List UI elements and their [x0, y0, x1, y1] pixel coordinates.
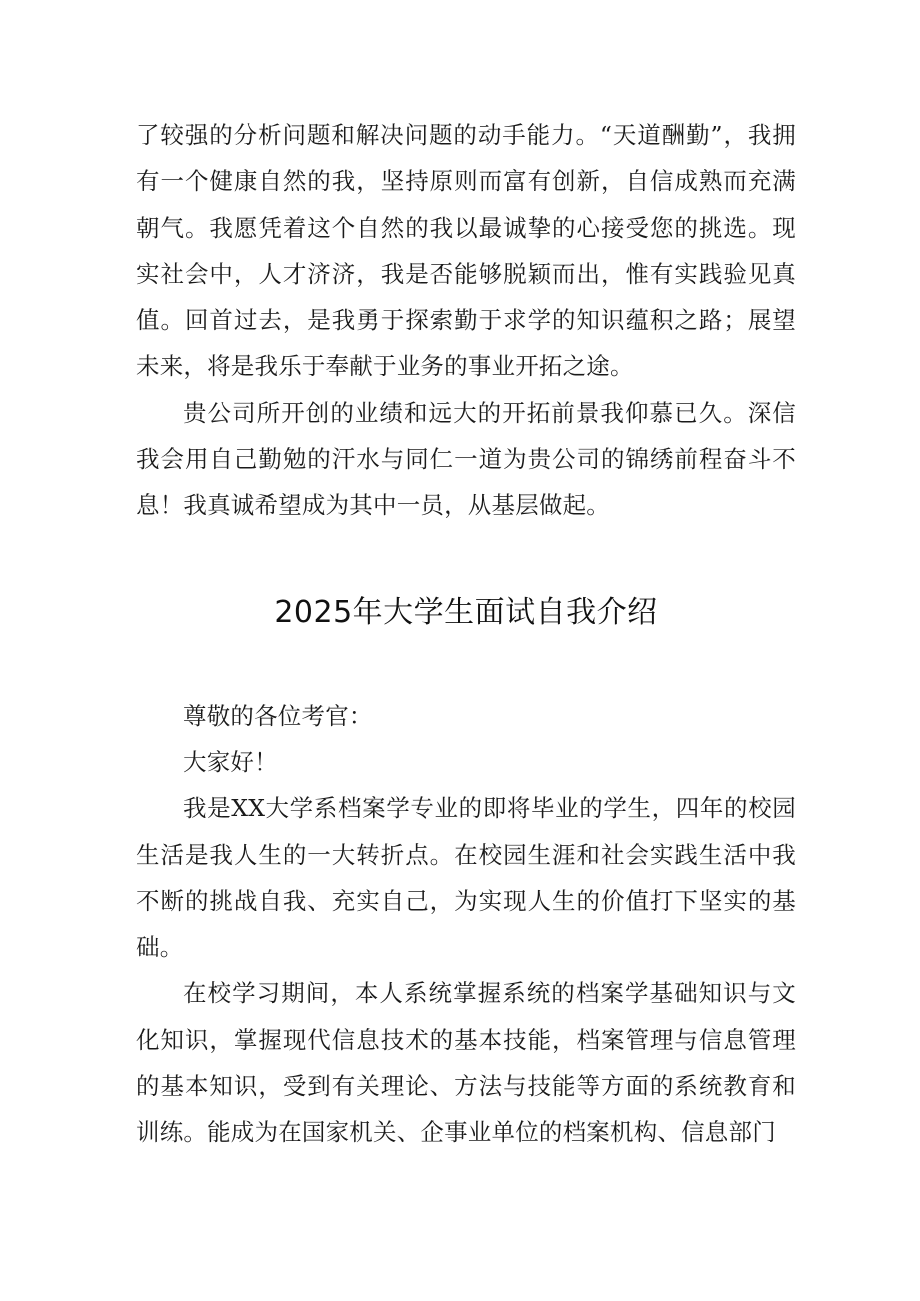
- body-paragraph-1: 我是XX大学系档案学专业的即将毕业的学生，四年的校园生活是我人生的一大转折点。在校园生涯和社会实践生活中我不断的挑战自我、充实自己，为实现人生的价值打下坚实的基础。: [136, 794, 796, 962]
- document-title: 2025年大学生面试自我介绍: [274, 594, 658, 630]
- intro-paragraph-2: 贵公司所开创的业绩和远大的开拓前景我仰慕已久。深信我会用自己勤勉的汗水与同仁一道为贵公司的锦绣前程奋斗不息！我真诚希望成为其中一员，从基层做起。: [136, 398, 796, 520]
- intro-paragraph-1: 了较强的分析问题和解决问题的动手能力。“天道酬勤”，我拥有一个健康自然的我，坚持原则而富有创新，自信成熟而充满朝气。我愿凭着这个自然的我以最诚挚的心接受您的挑选。现实社会中，人才济济，我是否能够脱颖而出，惟有实践验见真值。回首过去，是我勇于探索勤于求学的知识蕴积之路；展望未来，将是我乐于奉献于业务的事业开拓之途。: [136, 121, 796, 381]
- salutation: 尊敬的各位考官：: [183, 701, 373, 730]
- body-paragraph-2: 在校学习期间，本人系统掌握系统的档案学基础知识与文化知识，掌握现代信息技术的基本技能，档案管理与信息管理的基本知识，受到有关理论、方法与技能等方面的系统教育和训练。能成为在国家机关、企事业单位的档案机构、信息部门: [136, 979, 796, 1147]
- document-page: [136, 112, 796, 1156]
- greeting: 大家好！: [183, 747, 278, 776]
